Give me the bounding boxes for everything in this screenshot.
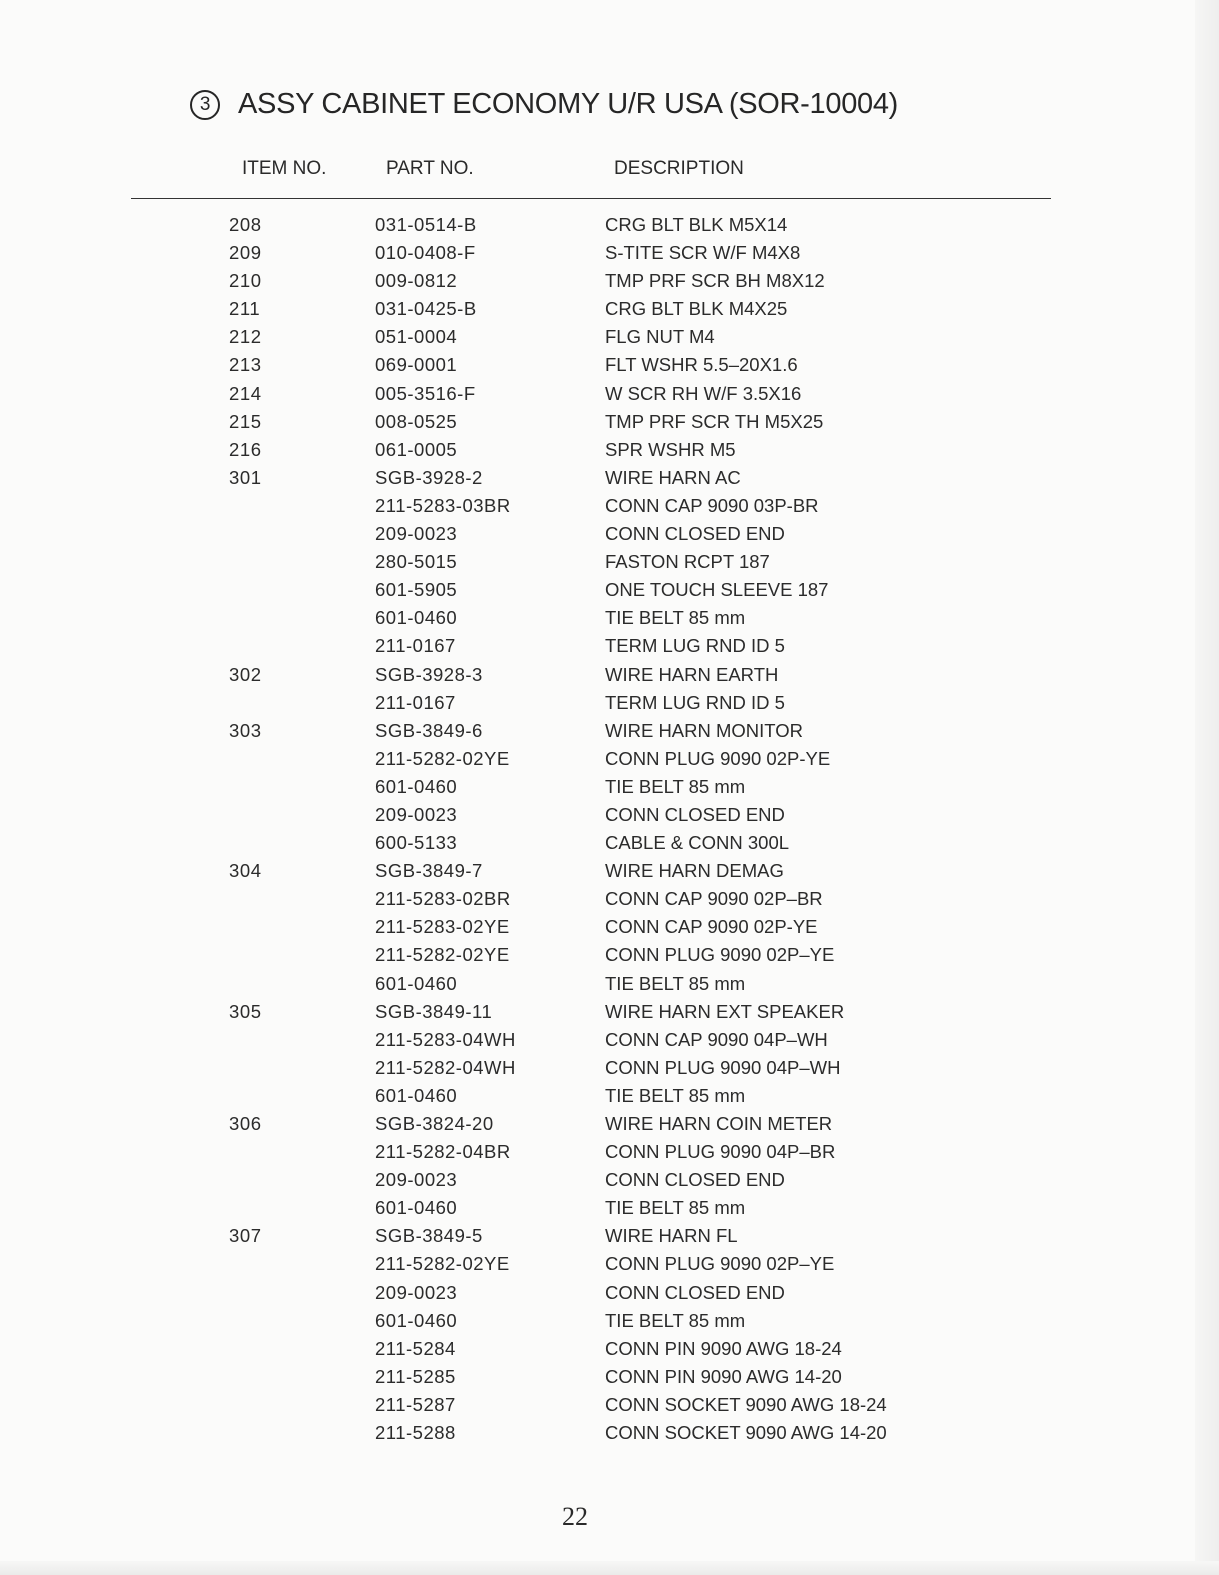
table-row <box>0 1366 1219 1394</box>
table-row <box>0 1282 1219 1310</box>
section-title <box>190 88 898 121</box>
table-row <box>0 1113 1219 1141</box>
section-title-text: ASSY CABINET ECONOMY U/R USA (SOR-10004) <box>238 88 899 120</box>
part-number-cell: 600-5133 <box>375 832 458 854</box>
description-cell: TIE BELT 85 mm <box>605 1197 746 1219</box>
part-number-cell: SGB-3849-5 <box>375 1225 483 1247</box>
description-cell: WIRE HARN AC <box>605 466 741 488</box>
description-cell: WIRE HARN DEMAG <box>605 860 784 882</box>
description-cell: CONN CAP 9090 03P-BR <box>605 494 819 516</box>
description-cell: CONN PLUG 9090 04P–BR <box>605 1141 836 1163</box>
part-number-cell: 061-0005 <box>375 438 458 460</box>
description-cell: CONN PLUG 9090 02P-YE <box>605 747 831 769</box>
description-cell: CONN CAP 9090 02P–BR <box>605 888 823 910</box>
part-number-cell: 601-0460 <box>375 775 458 797</box>
column-header-part: PART NO. <box>386 158 474 179</box>
part-number-cell: 211-5282-04BR <box>375 1141 511 1163</box>
table-row <box>0 748 1219 776</box>
part-number-cell: SGB-3849-7 <box>375 860 483 882</box>
page-number: 22 <box>562 1502 588 1531</box>
header-divider <box>131 198 1051 199</box>
part-number-cell: SGB-3849-6 <box>375 719 483 741</box>
table-row <box>0 692 1219 720</box>
description-cell: FLT WSHR 5.5–20X1.6 <box>605 354 798 376</box>
table-row <box>0 1225 1219 1253</box>
table-row <box>0 1310 1219 1338</box>
table-row <box>0 776 1219 804</box>
item-number-cell: 307 <box>229 1225 262 1247</box>
part-number-cell: 209-0023 <box>375 803 458 825</box>
part-number-cell: 601-0460 <box>375 1084 458 1106</box>
part-number-cell: SGB-3928-3 <box>375 663 483 685</box>
part-number-cell: 601-0460 <box>375 1309 458 1331</box>
part-number-cell: SGB-3849-11 <box>375 1000 493 1022</box>
table-row <box>0 439 1219 467</box>
part-number-cell: 601-0460 <box>375 1197 458 1219</box>
description-cell: CONN SOCKET 9090 AWG 14-20 <box>605 1422 887 1444</box>
part-number-cell: 209-0023 <box>375 1281 458 1303</box>
item-number-cell: 211 <box>229 298 261 320</box>
part-number-cell: SGB-3824-20 <box>375 1113 494 1134</box>
description-cell: FASTON RCPT 187 <box>605 551 770 573</box>
table-row <box>0 326 1219 354</box>
description-cell: WIRE HARN EXT SPEAKER <box>605 1000 845 1022</box>
part-number-cell: 009-0812 <box>375 270 458 292</box>
part-number-cell: 211-0167 <box>375 635 456 657</box>
table-row <box>0 467 1219 495</box>
part-number-cell: 211-5282-02YE <box>375 1253 510 1275</box>
table-row <box>0 1141 1219 1169</box>
description-cell: SPR WSHR M5 <box>605 438 736 460</box>
description-cell: CONN CAP 9090 04P–WH <box>605 1028 828 1050</box>
description-cell: CONN PIN 9090 AWG 14-20 <box>605 1365 842 1387</box>
description-cell: W SCR RH W/F 3.5X16 <box>605 382 802 404</box>
part-number-cell: 280-5015 <box>375 551 458 573</box>
part-number-cell: 211-5288 <box>375 1422 456 1444</box>
part-number-cell: 211-5285 <box>375 1365 456 1387</box>
table-row <box>0 214 1219 242</box>
table-row <box>0 523 1219 551</box>
part-number-cell: 209-0023 <box>375 1169 458 1191</box>
description-cell: CONN PLUG 9090 02P–YE <box>605 944 835 966</box>
part-number-cell: 010-0408-F <box>375 242 476 264</box>
description-cell: CONN CLOSED END <box>605 1169 785 1191</box>
description-cell: CONN SOCKET 9090 AWG 18-24 <box>605 1393 887 1415</box>
part-number-cell: 209-0023 <box>375 523 458 545</box>
table-row <box>0 804 1219 832</box>
description-cell: WIRE HARN MONITOR <box>605 719 804 741</box>
part-number-cell: 601-0460 <box>375 607 458 629</box>
part-number-cell: 008-0525 <box>375 410 458 432</box>
item-number-cell: 210 <box>229 270 262 292</box>
description-cell: TERM LUG RND ID 5 <box>605 635 785 657</box>
part-number-cell: 211-5283-04WH <box>375 1028 516 1050</box>
part-number-cell: 051-0004 <box>375 326 458 348</box>
table-row <box>0 1338 1219 1366</box>
description-cell: TIE BELT 85 mm <box>605 1084 746 1106</box>
item-number-cell: 209 <box>229 242 262 264</box>
description-cell: FLG NUT M4 <box>605 326 715 348</box>
description-cell: CABLE & CONN 300L <box>605 832 790 854</box>
parts-table <box>0 214 1219 1450</box>
page-bottom-edge <box>0 1561 1219 1575</box>
item-number-cell: 306 <box>229 1113 262 1134</box>
table-row <box>0 354 1219 382</box>
table-row <box>0 944 1219 972</box>
table-row <box>0 1422 1219 1450</box>
table-row <box>0 832 1219 860</box>
description-cell: CRG BLT BLK M5X14 <box>605 214 788 235</box>
table-row <box>0 1029 1219 1057</box>
description-cell: TIE BELT 85 mm <box>605 607 746 629</box>
table-row <box>0 383 1219 411</box>
item-number-cell: 214 <box>229 382 262 404</box>
part-number-cell: 211-5287 <box>375 1393 456 1415</box>
table-row <box>0 720 1219 748</box>
description-cell: TIE BELT 85 mm <box>605 972 746 994</box>
table-row <box>0 607 1219 635</box>
part-number-cell: 005-3516-F <box>375 382 476 404</box>
section-number-badge: 3 <box>190 90 220 120</box>
item-number-cell: 213 <box>229 354 262 376</box>
description-cell: TMP PRF SCR TH M5X25 <box>605 410 824 432</box>
part-number-cell: 211-0167 <box>375 691 456 713</box>
description-cell: CRG BLT BLK M4X25 <box>605 298 788 320</box>
table-row <box>0 270 1219 298</box>
description-cell: CONN PLUG 9090 02P–YE <box>605 1253 835 1275</box>
description-cell: TERM LUG RND ID 5 <box>605 691 785 713</box>
description-cell: ONE TOUCH SLEEVE 187 <box>605 579 829 601</box>
table-row <box>0 579 1219 607</box>
item-number-cell: 305 <box>229 1000 262 1022</box>
description-cell: WIRE HARN COIN METER <box>605 1113 833 1134</box>
part-number-cell: 211-5282-02YE <box>375 944 510 966</box>
table-row <box>0 1197 1219 1225</box>
item-number-cell: 302 <box>229 663 262 685</box>
description-cell: S-TITE SCR W/F M4X8 <box>605 242 801 264</box>
part-number-cell: 601-0460 <box>375 972 458 994</box>
column-header-item: ITEM NO. <box>242 158 327 179</box>
item-number-cell: 303 <box>229 719 262 741</box>
item-number-cell: 304 <box>229 860 262 882</box>
table-row <box>0 973 1219 1001</box>
description-cell: TIE BELT 85 mm <box>605 1309 746 1331</box>
part-number-cell: 211-5282-04WH <box>375 1056 516 1078</box>
description-cell: WIRE HARN FL <box>605 1225 738 1247</box>
table-row <box>0 1169 1219 1197</box>
table-row <box>0 298 1219 326</box>
part-number-cell: SGB-3928-2 <box>375 466 483 488</box>
table-row <box>0 888 1219 916</box>
part-number-cell: 211-5284 <box>375 1337 456 1359</box>
item-number-cell: 215 <box>229 410 262 432</box>
description-cell: CONN PLUG 9090 04P–WH <box>605 1056 841 1078</box>
description-cell: CONN PIN 9090 AWG 18-24 <box>605 1337 842 1359</box>
table-row <box>0 1253 1219 1281</box>
table-row <box>0 242 1219 270</box>
description-cell: TMP PRF SCR BH M8X12 <box>605 270 825 292</box>
description-cell: CONN CAP 9090 02P-YE <box>605 916 818 938</box>
item-number-cell: 301 <box>229 466 262 488</box>
column-header-description: DESCRIPTION <box>614 158 744 179</box>
table-row <box>0 495 1219 523</box>
table-row <box>0 1001 1219 1029</box>
item-number-cell: 212 <box>229 326 262 348</box>
table-row <box>0 635 1219 663</box>
table-row <box>0 551 1219 579</box>
description-cell: CONN CLOSED END <box>605 803 785 825</box>
part-number-cell: 211-5283-03BR <box>375 494 511 516</box>
table-row <box>0 1394 1219 1422</box>
table-row <box>0 1057 1219 1085</box>
description-cell: CONN CLOSED END <box>605 523 785 545</box>
part-number-cell: 211-5283-02BR <box>375 888 511 910</box>
item-number-cell: 216 <box>229 438 262 460</box>
table-row <box>0 860 1219 888</box>
table-row <box>0 664 1219 692</box>
table-row <box>0 916 1219 944</box>
table-row <box>0 1085 1219 1113</box>
description-cell: TIE BELT 85 mm <box>605 775 746 797</box>
description-cell: CONN CLOSED END <box>605 1281 785 1303</box>
part-number-cell: 601-5905 <box>375 579 458 601</box>
part-number-cell: 211-5282-02YE <box>375 747 510 769</box>
part-number-cell: 031-0425-B <box>375 298 477 320</box>
part-number-cell: 211-5283-02YE <box>375 916 510 938</box>
part-number-cell: 031-0514-B <box>375 214 477 235</box>
table-row <box>0 411 1219 439</box>
item-number-cell: 208 <box>229 214 262 235</box>
description-cell: WIRE HARN EARTH <box>605 663 779 685</box>
part-number-cell: 069-0001 <box>375 354 458 376</box>
